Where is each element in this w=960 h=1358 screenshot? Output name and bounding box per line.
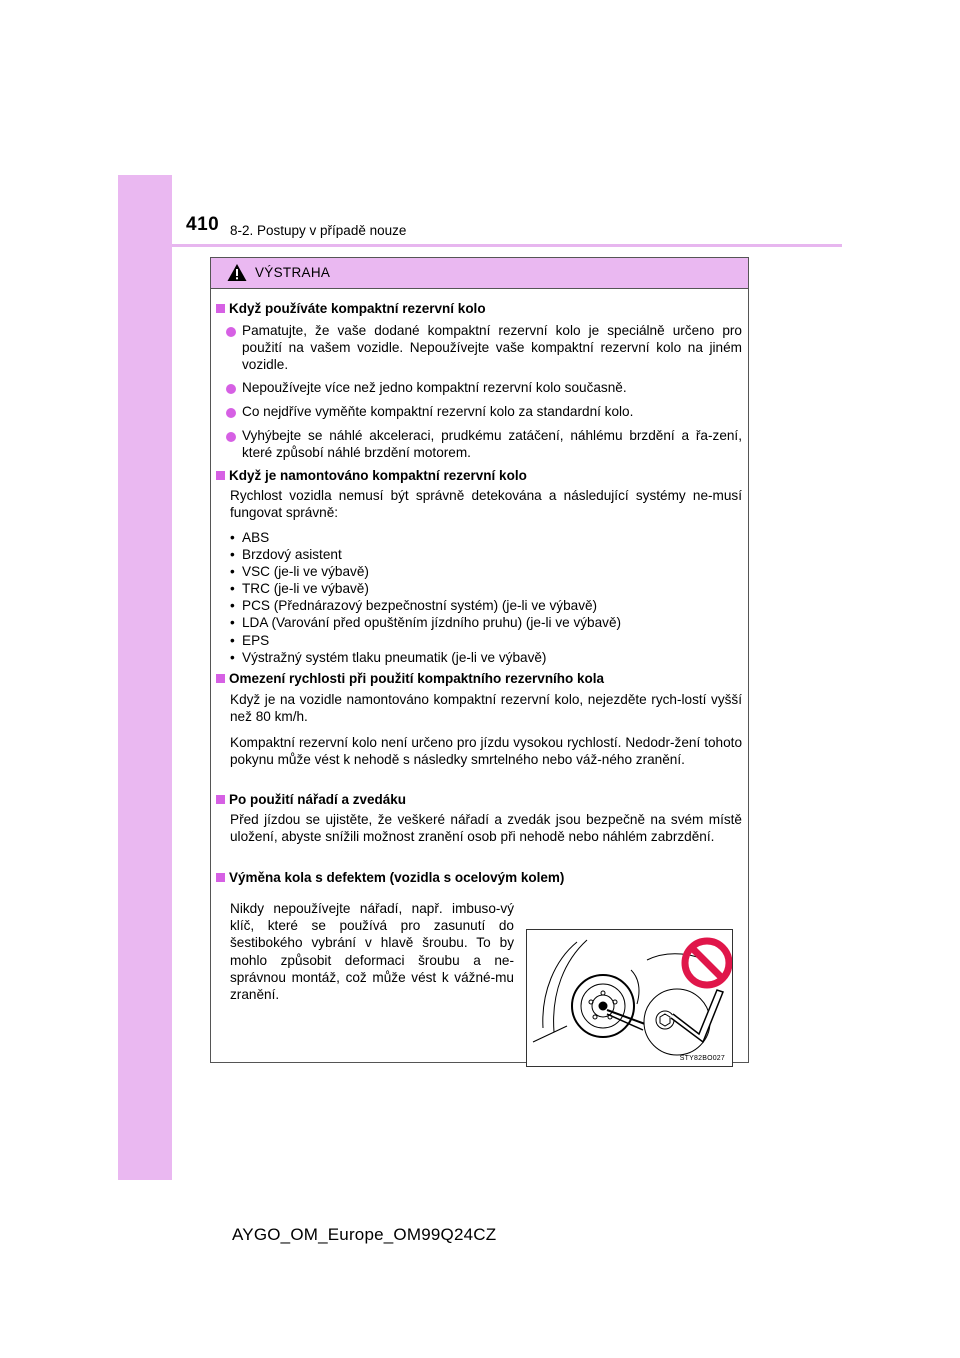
warning-box (210, 257, 749, 1063)
warning-triangle-icon (227, 263, 247, 282)
square-bullet-icon (216, 471, 225, 480)
heading-text: Když používáte kompaktní rezervní kolo (229, 301, 486, 316)
page-number: 410 (186, 214, 220, 235)
list-item: • EPS (230, 632, 621, 649)
square-bullet-icon (216, 674, 225, 683)
round-bullet-icon (226, 432, 236, 442)
warning-title: VÝSTRAHA (255, 265, 331, 280)
heading-text: Po použití nářadí a zvedáku (229, 792, 407, 807)
section-heading-flat-tire (216, 870, 564, 885)
section-heading-spare-mounted (216, 468, 527, 483)
paragraph: Kompaktní rezervní kolo není určeno pro jízdu vysokou rychlostí. Nedodr-žení tohoto pokynu může vést k nehodě s následky smrtelného nebo váž-ného zranění. (230, 735, 742, 768)
square-bullet-icon (216, 873, 225, 882)
header-rule (172, 244, 842, 247)
square-bullet-icon (216, 304, 225, 313)
footer-document-code: AYGO_OM_Europe_OM99Q24CZ (232, 1225, 497, 1244)
list-item: • VSC (je-li ve výbavě) (230, 563, 621, 580)
section-title: 8-2. Postupy v případě nouze (230, 223, 407, 238)
list-item: • LDA (Varování před opuštěním jízdního pruhu) (je-li ve výbavě) (230, 614, 621, 631)
paragraph: Rychlost vozidla nemusí být správně detekována a následující systémy ne-musí fungovat správně: (230, 488, 742, 521)
wheel-hex-key-illustration (527, 930, 732, 1066)
section-heading-tools-jack (216, 792, 406, 807)
figure-code: STY82BO027 (679, 1055, 725, 1062)
side-margin-band (118, 175, 172, 1180)
paragraph: Před jízdou se ujistěte, že veškeré nářadí a zvedák jsou bezpečně na svém místě uložení, abyste snížili možnost zranění osob při nehodě nebo náhlém zabrzdění. (230, 812, 742, 845)
paragraph: Když je na vozidle namontováno kompaktní rezervní kolo, nejezděte rych-lostí vyšší než 80 km/h. (230, 692, 742, 725)
bullet-text: Vyhýbejte se náhlé akceleraci, prudkému zatáčení, náhlému brzdění a řa-zení, které způsobí náhlé brzdění motorem. (242, 428, 742, 461)
warning-header (211, 258, 748, 289)
round-bullet-icon (226, 384, 236, 394)
heading-text: Když je namontováno kompaktní rezervní kolo (229, 468, 527, 483)
bullet-text: Pamatujte, že vaše dodané kompaktní rezervní kolo je speciálně určeno pro použití na vašem vozidle. Nepoužívejte vaše kompaktní rezervní kolo na jiném vozidle. (242, 323, 742, 373)
systems-list (230, 529, 621, 666)
list-item: • ABS (230, 529, 621, 546)
round-bullet-icon (226, 327, 236, 337)
square-bullet-icon (216, 795, 225, 804)
paragraph: Nikdy nepoužívejte nářadí, např. imbuso-vý klíč, které se používá pro zasunutí do šestibokého vybrání v hlavě šroubu. To by mohlo způsobit deformaci šroubu a ne-správnou montáž, což může vést k vážné-mu zranění. (230, 901, 514, 1003)
bullet-text: Nepoužívejte více než jedno kompaktní rezervní kolo současně. (242, 380, 627, 395)
heading-text: Omezení rychlosti při použití kompaktního rezervního kola (229, 671, 605, 686)
list-item: • TRC (je-li ve výbavě) (230, 580, 621, 597)
list-item: • Výstražný systém tlaku pneumatik (je-li ve výbavě) (230, 649, 621, 666)
heading-text: Výměna kola s defektem (vozidla s ocelovým kolem) (229, 870, 565, 885)
hex-key-prohibited-figure (526, 929, 733, 1067)
section-heading-speed-limit (216, 671, 604, 686)
section-heading-compact-spare-use (216, 301, 486, 316)
round-bullet-icon (226, 408, 236, 418)
bullet-text: Co nejdříve vyměňte kompaktní rezervní kolo za standardní kolo. (242, 404, 634, 419)
list-item: • PCS (Přednárazový bezpečnostní systém) (je-li ve výbavě) (230, 597, 621, 614)
list-item: • Brzdový asistent (230, 546, 621, 563)
